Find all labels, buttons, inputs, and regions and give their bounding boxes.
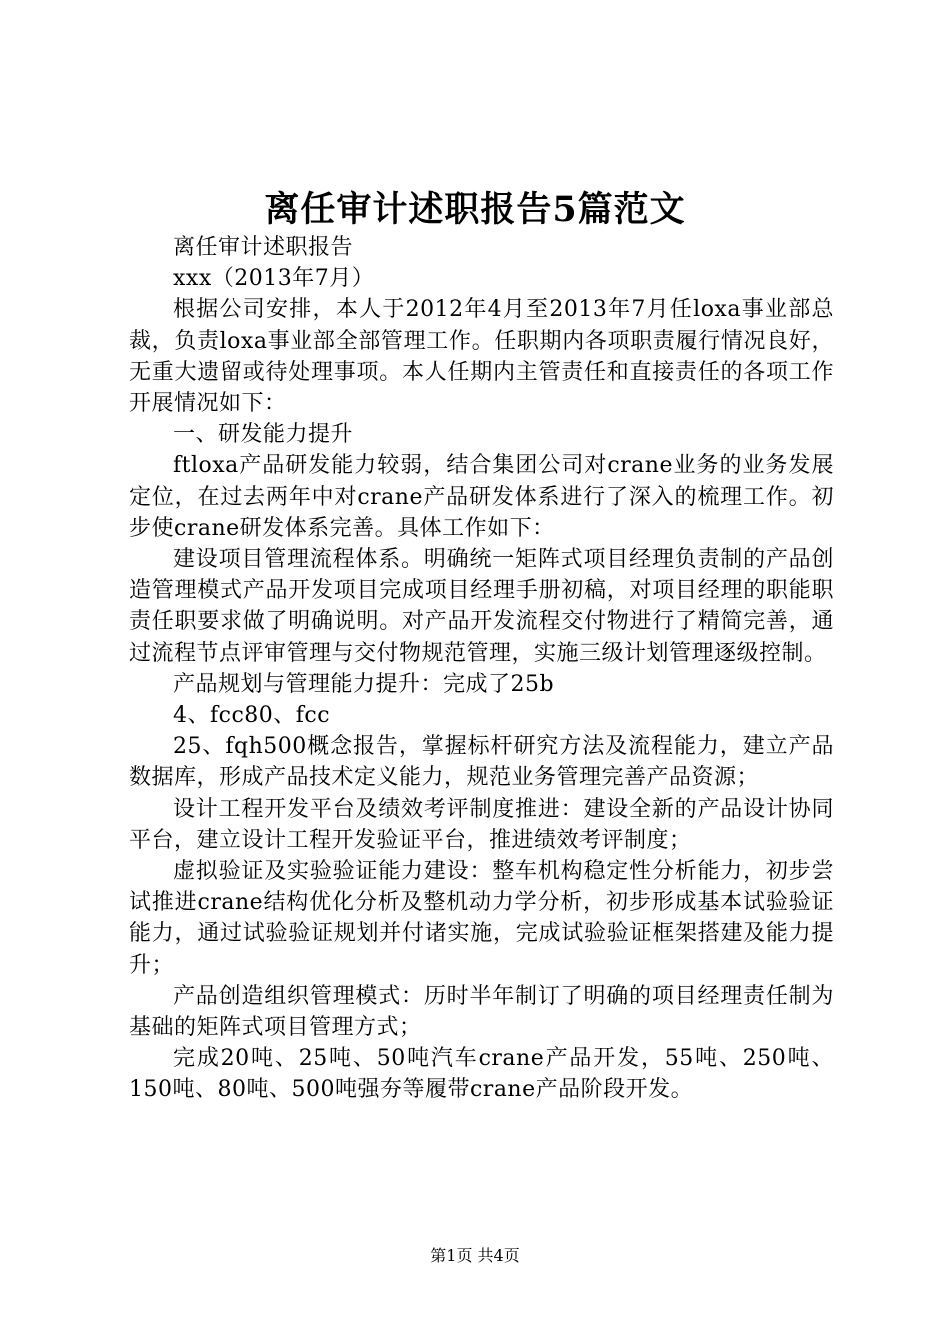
paragraph: 产品规划与管理能力提升：完成了25b [173, 671, 555, 697]
paragraph: 虚拟验证及实验验证能力建设：整车机构稳定性分析能力，初步尝试推进crane结构优化分析及整机动力学分析，初步形成基本试验验证能力，通过试验验证规划并付诸实施，完成试验验证框架搭建及能力提升； [129, 859, 834, 978]
paragraph: 设计工程开发平台及绩效考评制度推进：建设全新的产品设计协同平台，建立设计工程开发验证平台，推进绩效考评制度； [129, 796, 834, 853]
page-footer: 第1页 共4页 [430, 1246, 520, 1265]
paragraph: 根据公司安排，本人于2012年4月至2013年7月任loxa事业部总裁，负责loxa事业部全部管理工作。任职期内各项职责履行情况良好，无重大遗留或待处理事项。本人任期内主管责任和直接责任的各项工作开展情况如下： [129, 297, 834, 417]
paragraph: 25、fqh500概念报告，掌握标杆研究方法及流程能力，建立产品数据库，形成产品技术定义能力，规范业务管理完善产品资源； [129, 734, 834, 791]
paragraph: 离任审计述职报告 [173, 235, 354, 260]
section-heading: 一、研发能力提升 [173, 422, 354, 448]
paragraph: xxx（2013年7月） [173, 266, 375, 292]
paragraph: 4、fcc80、fcc [173, 703, 331, 729]
paragraph: 产品创造组织管理模式：历时半年制订了明确的项目经理责任制为基础的矩阵式项目管理方式； [129, 983, 834, 1041]
paragraph: 完成20吨、25吨、50吨汽车crane产品开发，55吨、250吨、150吨、80吨、500吨强夯等履带crane产品阶段开发。 [129, 1046, 834, 1103]
paragraph: 建设项目管理流程体系。明确统一矩阵式项目经理负责制的产品创造管理模式产品开发项目完成项目经理手册初稿，对项目经理的职能职责任职要求做了明确说明。对产品开发流程交付物进行了精简完善，通过流程节点评审管理与交付物规范管理，实施三级计划管理逐级控制。 [129, 547, 834, 666]
document-title: 离任审计述职报告5篇范文 [264, 189, 686, 230]
document-body [129, 232, 834, 1106]
paragraph: ftloxa产品研发能力较弱，结合集团公司对crane业务的业务发展定位，在过去两年中对crane产品研发体系进行了深入的梳理工作。初步使crane研发体系完善。具体工作如下： [129, 453, 834, 541]
